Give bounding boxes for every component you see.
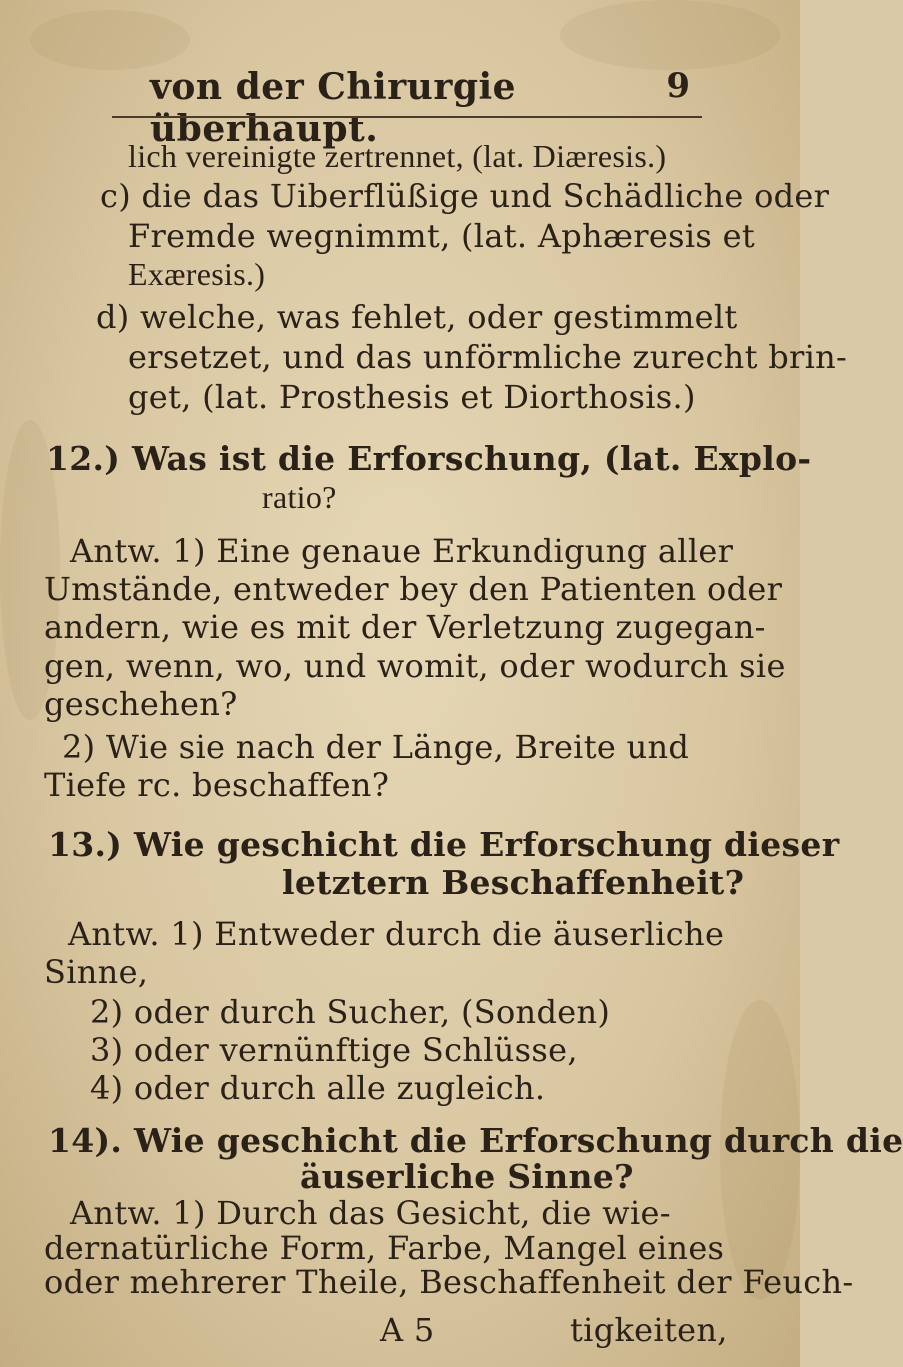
- text-line: ersetzet, und das unförmliche zurecht brin-: [128, 338, 848, 376]
- question-heading: 13.) Wie geschicht die Erforschung dieser: [48, 825, 840, 864]
- answer-line: Antw. 1) Entweder durch die äuserliche: [68, 915, 725, 953]
- text-line: c) die das Uiberflüßige und Schädliche oder: [100, 177, 830, 215]
- header-rule: [112, 116, 702, 118]
- answer-line: Antw. 1) Durch das Gesicht, die wie-: [70, 1194, 671, 1232]
- list-item: 2) oder durch Sucher, (Sonden): [90, 993, 611, 1031]
- question-heading: 12.) Was ist die Erforschung, (lat. Explo-: [46, 439, 812, 478]
- paper-stain: [30, 10, 190, 70]
- text-line: andern, wie es mit der Verletzung zugegan-: [44, 608, 766, 646]
- list-item: 3) oder vernünftige Schlüsse,: [90, 1031, 578, 1069]
- text-line: lich vereinigte zertrennet, (lat. Diæresis.): [128, 138, 667, 174]
- question-heading-cont: ratio?: [262, 479, 337, 515]
- text-line: Tiefe rc. beschaffen?: [44, 766, 390, 804]
- text-line: d) welche, was fehlet, oder gestimmelt: [96, 298, 738, 336]
- page-number: 9: [666, 66, 690, 106]
- text-line: gen, wenn, wo, und womit, oder wodurch sie: [44, 647, 786, 685]
- question-heading: 14). Wie geschicht die Erforschung durch die: [48, 1121, 903, 1160]
- question-heading-cont: äuserliche Sinne?: [300, 1157, 634, 1196]
- paper-stain: [560, 0, 780, 70]
- running-title: von der Chirurgie überhaupt.: [150, 66, 517, 150]
- running-head: [150, 66, 690, 150]
- text-line: Exæresis.): [128, 256, 266, 292]
- text-line: Sinne,: [44, 953, 149, 991]
- text-line: oder mehrerer Theile, Beschaffenheit der Feuch-: [44, 1263, 854, 1301]
- text-line: dernatürliche Form, Farbe, Mangel eines: [44, 1229, 725, 1267]
- text-line: Fremde wegnimmt, (lat. Aphæresis et: [128, 217, 755, 255]
- text-line: get, (lat. Prosthesis et Diorthosis.): [128, 378, 696, 416]
- text-line: 2) Wie sie nach der Länge, Breite und: [62, 728, 690, 766]
- question-heading-cont: letztern Beschaffenheit?: [282, 863, 745, 902]
- text-line: geschehen?: [44, 685, 238, 723]
- signature-mark: A 5: [380, 1311, 435, 1349]
- catchword: tigkeiten,: [570, 1311, 728, 1349]
- list-item: 4) oder durch alle zugleich.: [90, 1069, 546, 1107]
- answer-line: Antw. 1) Eine genaue Erkundigung aller: [70, 532, 734, 570]
- text-line: Umstände, entweder bey den Patienten oder: [44, 570, 783, 608]
